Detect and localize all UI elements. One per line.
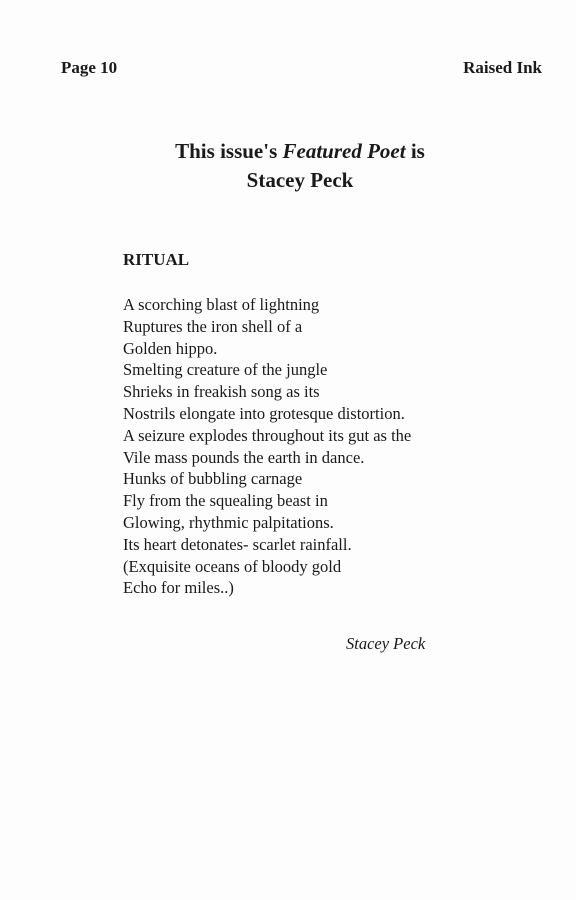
featured-poet-name: Stacey Peck <box>246 168 354 192</box>
poem-line: Vile mass pounds the earth in dance. <box>123 447 365 467</box>
poem-line: Glowing, rhythmic palpitations. <box>123 512 334 532</box>
poem-line: (Exquisite oceans of bloody gold <box>123 556 342 576</box>
poem-line: A seizure explodes throughout its gut as the <box>123 425 412 445</box>
poem-line: Fly from the squealing beast in <box>123 491 328 511</box>
poem-line: Golden hippo. <box>123 338 218 358</box>
poem-line: Smelting creature of the jungle <box>123 360 328 380</box>
poem-body <box>123 294 411 599</box>
poem-line: Shrieks in freakish song as its <box>123 382 320 402</box>
featured-emphasis: Featured Poet <box>282 139 406 163</box>
featured-suffix: is <box>405 139 425 163</box>
publication-name: Raised Ink <box>463 58 542 77</box>
featured-poet-heading <box>0 137 576 195</box>
poem-line: Ruptures the iron shell of a <box>123 316 303 336</box>
poem-line: Its heart detonates- scarlet rainfall. <box>123 534 352 554</box>
page-number: Page 10 <box>61 58 118 77</box>
featured-prefix: This issue's <box>175 139 283 163</box>
poem-line: Hunks of bubbling carnage <box>123 469 303 489</box>
poem-line: Nostrils elongate into grotesque distortion. <box>123 403 405 423</box>
poem-signature: Stacey Peck <box>346 634 426 653</box>
poem-line: A scorching blast of lightning <box>123 295 320 314</box>
poem-title: RITUAL <box>123 250 190 269</box>
featured-heading-line1 <box>0 137 576 166</box>
poem-line: Echo for miles..) <box>123 578 234 598</box>
